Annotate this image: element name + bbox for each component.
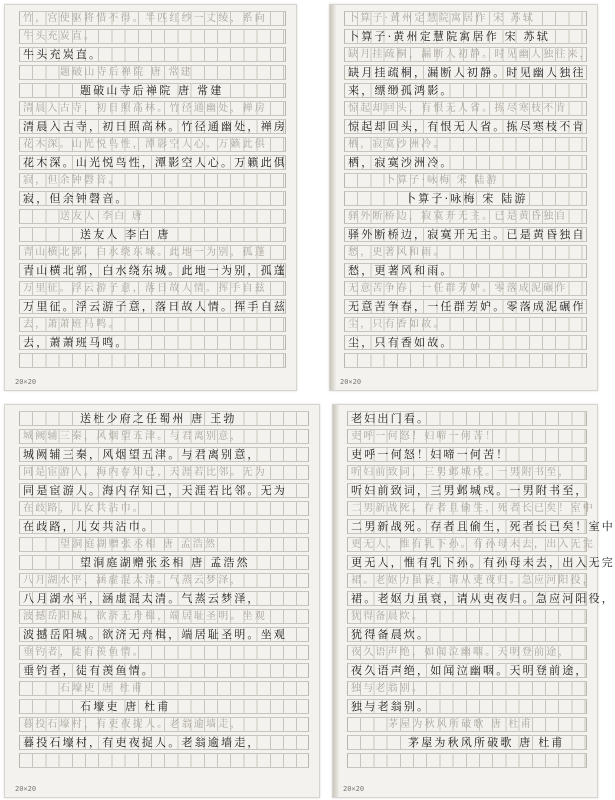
model-text-row <box>347 681 587 696</box>
poem-line-text: 寂，但余钟磬音。 <box>23 175 121 186</box>
model-text-row <box>347 465 587 480</box>
model-text-row <box>19 317 286 332</box>
character-grid <box>19 411 309 768</box>
poem-line-text: 万里征。浮云游子意，落日故人情。挥手自兹 <box>23 283 267 294</box>
poem-title-text: 望洞庭湖赠张丞相 唐 孟浩然 <box>60 539 218 550</box>
model-text-row <box>19 29 286 44</box>
handwritten-row <box>347 591 615 606</box>
poem-line-text: 吏呼一何怒！妇啼一何苦！ <box>351 431 498 442</box>
poem-line-text: 青山横北郭，白水绕东城。此地一为别，孤蓬 <box>23 264 287 277</box>
handwritten-row <box>19 353 286 368</box>
poem-title-text: 送友人 李白 唐 <box>60 211 144 222</box>
handwritten-row <box>19 47 286 62</box>
model-text-row <box>347 537 595 552</box>
poem-line-text: 同是宦游人。海内存知己，天涯若比邻。无为 <box>23 484 287 497</box>
model-text-row <box>344 281 587 296</box>
model-text-row <box>19 281 286 296</box>
handwritten-row <box>19 191 286 206</box>
handwritten-row <box>347 753 587 768</box>
handwritten-row <box>19 753 309 768</box>
model-text-row <box>19 209 286 224</box>
model-text-row <box>19 465 309 480</box>
poem-line-text: 在歧路，儿女共沾巾。 <box>23 520 155 533</box>
poem-line-text: 裙。老妪力虽衰，请从吏夜归。急应河阳役， <box>351 592 615 605</box>
poem-line-text: 暮投石壕村，有吏夜捉人。老翁逾墙走， <box>23 719 243 730</box>
poem-line-text: 暮投石壕村，有吏夜捉人。老翁逾墙走， <box>23 736 261 749</box>
poem-line-text: 夜久语声绝，如闻泣幽咽。天明登前途， <box>351 647 571 658</box>
poem-line-text: 八月湖水平，涵虚混太清。气蒸云梦泽， <box>23 592 261 605</box>
model-text-row <box>19 245 286 260</box>
poem-title-text: 卜算子·咏梅 宋 陆游 <box>385 175 499 186</box>
model-text-row <box>19 645 309 660</box>
poem-line-text: 卜算子·黄州定慧院寓居作 宋 苏轼 <box>348 30 550 43</box>
poem-title-text: 茅屋为秋风所破歌 唐 杜甫 <box>408 736 565 749</box>
handwritten-row <box>344 227 587 242</box>
handwritten-row <box>344 83 587 98</box>
poem-line-text: 驿外断桥边，寂寞开无主。已是黄昏独自 <box>348 211 568 222</box>
handwritten-row <box>19 83 286 98</box>
model-text-row <box>19 101 286 116</box>
handwritten-row <box>347 555 615 570</box>
poem-line-text: 二男新战死。存者且偷生，死者长已矣！室中 <box>351 503 595 514</box>
handwritten-row <box>19 299 286 314</box>
model-text-row <box>344 47 592 62</box>
handwritten-row <box>19 263 286 278</box>
grid-size-label: 20×20 <box>340 378 362 386</box>
poem-line-text: 惊起却回头，有恨无人省。拣尽寒枝不肯 <box>348 120 586 133</box>
worksheet-page-top-right <box>329 4 598 391</box>
handwritten-row <box>19 155 286 170</box>
poem-line-text: 愁，更著风和雨。 <box>348 247 446 258</box>
poem-line-text: 在歧路，儿女共沾巾。 <box>23 503 145 514</box>
model-text-row <box>19 501 309 516</box>
handwritten-row <box>347 663 587 678</box>
handwritten-row <box>19 591 309 606</box>
poem-line-text: 裙。老妪力虽衰，请从吏夜归。急应河阳役， <box>351 575 595 586</box>
worksheet-page-top-left <box>4 4 297 391</box>
model-text-row <box>344 173 587 188</box>
character-grid <box>347 411 615 768</box>
poem-title-text: 卜算子·咏梅 宋 陆游 <box>405 192 528 205</box>
handwritten-row <box>347 483 587 498</box>
poem-line-text: 独与老翁别。 <box>351 700 431 713</box>
handwritten-row <box>344 353 587 368</box>
poem-title-text: 望洞庭湖赠张丞相 唐 孟浩然 <box>80 556 250 569</box>
model-text-row <box>19 429 309 444</box>
handwritten-row <box>19 447 309 462</box>
handwritten-row <box>19 519 309 534</box>
poem-line-text: 清晨入古寺，初日照高林。竹径通幽处，禅房 <box>23 103 267 114</box>
handwritten-row <box>344 335 587 350</box>
model-text-row <box>19 11 286 26</box>
poem-line-text: 吏呼一何怒！妇啼一何苦！ <box>351 448 510 461</box>
model-text-row <box>347 573 595 588</box>
poem-line-text: 老妇出门看。 <box>351 412 431 425</box>
poem-line-text: 栖，寂寞沙洲冷。 <box>348 139 446 150</box>
poem-line-text: 寂，但余钟磬音。 <box>23 192 129 205</box>
poem-line-text: 波撼岳阳城。欲济无舟楫，端居耻圣明。坐观 <box>23 628 287 641</box>
handwritten-row <box>344 299 587 314</box>
poem-line-text: 花木深。山光悦鸟性，潭影空人心。万籁此俱 <box>23 139 267 150</box>
model-text-row <box>19 573 309 588</box>
poem-line-text: 缺月挂疏桐，漏断人初静。时见幽人独往 <box>348 66 586 79</box>
poem-line-text: 驿外断桥边，寂寞开无主。已是黄昏独自 <box>348 228 586 241</box>
poem-line-text: 竹，宫使驱将惜不得。半匹红纱一丈绫，系向 <box>23 13 267 24</box>
poem-line-text: 独与老翁别。 <box>351 683 425 694</box>
handwritten-row <box>344 29 587 44</box>
character-grid <box>19 11 286 368</box>
model-text-row <box>19 537 309 552</box>
poem-line-text: 栖，寂寞沙洲冷。 <box>348 156 454 169</box>
poem-line-text: 无意苦争春，一任群芳妒。零落成泥碾作 <box>348 300 586 313</box>
model-text-row <box>347 501 595 516</box>
handwritten-row <box>19 699 309 714</box>
model-text-row <box>19 717 309 732</box>
model-text-row <box>347 609 587 624</box>
handwritten-row <box>347 447 587 462</box>
handwritten-row <box>347 627 587 642</box>
poem-line-text: 垂钓者，徒有羡鱼情。 <box>23 647 145 658</box>
poem-line-text: 花木深。山光悦鸟性，潭影空人心。万籁此俱 <box>23 156 287 169</box>
poem-title-text: 石壕吏 唐 杜甫 <box>60 683 144 694</box>
model-text-row <box>19 609 309 624</box>
handwritten-row <box>19 411 309 426</box>
poem-title-text: 题破山寺后禅院 唐 常建 <box>60 67 193 78</box>
handwritten-row <box>19 735 309 750</box>
model-text-row <box>19 173 286 188</box>
poem-line-text: 惊起却回头，有恨无人省。拣尽寒枝不肯 <box>348 103 568 114</box>
poem-title-text: 茅屋为秋风所破歌 唐 杜甫 <box>388 719 533 730</box>
poem-line-text: 更无人，惟有乳下孙。有孙母未去，出入无完 <box>351 539 595 550</box>
worksheet-page-bottom-left <box>4 404 320 798</box>
poem-line-text: 同是宦游人。海内存知己，天涯若比邻。无为 <box>23 467 267 478</box>
page-gutter <box>330 5 336 390</box>
handwritten-row <box>19 335 286 350</box>
model-text-row <box>347 645 587 660</box>
poem-line-text: 八月湖水平，涵虚混太清。气蒸云梦泽， <box>23 575 243 586</box>
handwritten-row <box>344 65 587 80</box>
poem-line-text: 去，萧萧班马鸣。 <box>23 336 129 349</box>
poem-line-text: 牛头充炭直。 <box>23 48 103 61</box>
character-grid <box>344 11 592 368</box>
poem-line-text: 城阙辅三秦，风烟望五津。与君离别意， <box>23 448 261 461</box>
poem-line-text: 万里征。浮云游子意，落日故人情。挥手自兹 <box>23 300 287 313</box>
handwritten-row <box>344 191 587 206</box>
handwritten-row <box>19 119 286 134</box>
handwritten-row <box>19 555 309 570</box>
poem-title-text: 题破山寺后禅院 唐 常建 <box>80 84 224 97</box>
handwritten-row <box>344 119 587 134</box>
model-text-row <box>347 429 587 444</box>
handwritten-row <box>347 735 587 750</box>
grid-size-label: 20×20 <box>15 378 37 386</box>
poem-line-text: 城阙辅三秦，风烟望五津。与君离别意， <box>23 431 243 442</box>
poem-line-text: 二男新战死。存者且偷生，死者长已矣！室中 <box>351 520 615 533</box>
grid-size-label: 20×20 <box>15 785 37 793</box>
poem-line-text: 去，萧萧班马鸣。 <box>23 319 121 330</box>
poem-line-text: 愁，更著风和雨。 <box>348 264 454 277</box>
poem-line-text: 清晨入古寺，初日照高林。竹径通幽处，禅房 <box>23 120 287 133</box>
poem-line-text: 犹得备晨炊。 <box>351 611 425 622</box>
poem-line-text: 尘，只有香如故。 <box>348 319 446 330</box>
poem-title-text: 送友人 李白 唐 <box>80 228 171 241</box>
handwritten-row <box>347 699 587 714</box>
poem-line-text: 犹得备晨炊。 <box>351 628 431 641</box>
handwritten-row <box>344 155 587 170</box>
model-text-row <box>347 717 587 732</box>
handwritten-row <box>344 263 587 278</box>
handwritten-row <box>19 227 286 242</box>
poem-line-text: 青山横北郭，白水绕东城。此地一为别，孤蓬 <box>23 247 267 258</box>
poem-line-text: 夜久语声绝，如闻泣幽咽。天明登前途， <box>351 664 589 677</box>
handwritten-row <box>19 483 309 498</box>
model-text-row <box>344 209 587 224</box>
model-text-row <box>19 137 286 152</box>
poem-line-text: 来，缥缈孤鸿影。 <box>348 84 454 97</box>
poem-line-text: 尘，只有香如故。 <box>348 336 454 349</box>
poem-line-text: 牛头充炭直。 <box>23 31 97 42</box>
poem-line-text: 听妇前致词，三男邺城戍。一男附书至， <box>351 484 589 497</box>
poem-title-text: 送杜少府之任蜀州 唐 王勃 <box>80 412 237 425</box>
poem-title-text: 石壕吏 唐 杜甫 <box>80 700 171 713</box>
handwritten-row <box>19 663 309 678</box>
model-text-row <box>344 317 587 332</box>
poem-line-text: 更无人，惟有乳下孙。有孙母未去，出入无完 <box>351 556 615 569</box>
poem-line-text: 波撼岳阳城。欲济无舟楫，端居耻圣明。坐观 <box>23 611 267 622</box>
model-text-row <box>344 137 587 152</box>
model-text-row <box>344 101 587 116</box>
handwritten-row <box>19 627 309 642</box>
handwritten-row <box>347 411 587 426</box>
model-text-row <box>19 681 309 696</box>
poem-line-text: 卜算子·黄州定慧院寓居作 宋 苏轼 <box>348 13 535 24</box>
poem-line-text: 听妇前致词，三男邺城戍。一男附书至， <box>351 467 571 478</box>
grid-size-label: 20×20 <box>343 785 365 793</box>
poem-line-text: 无意苦争春，一任群芳妒。零落成泥碾作 <box>348 283 568 294</box>
model-text-row <box>344 245 587 260</box>
poem-line-text: 缺月挂疏桐，漏断人初静。时见幽人独往来， <box>348 49 592 60</box>
poem-line-text: 垂钓者，徒有羡鱼情。 <box>23 664 155 677</box>
model-text-row <box>344 11 587 26</box>
handwritten-row <box>347 519 615 534</box>
page-gutter <box>333 405 339 797</box>
model-text-row <box>19 65 286 80</box>
worksheet-page-bottom-right <box>332 404 615 798</box>
